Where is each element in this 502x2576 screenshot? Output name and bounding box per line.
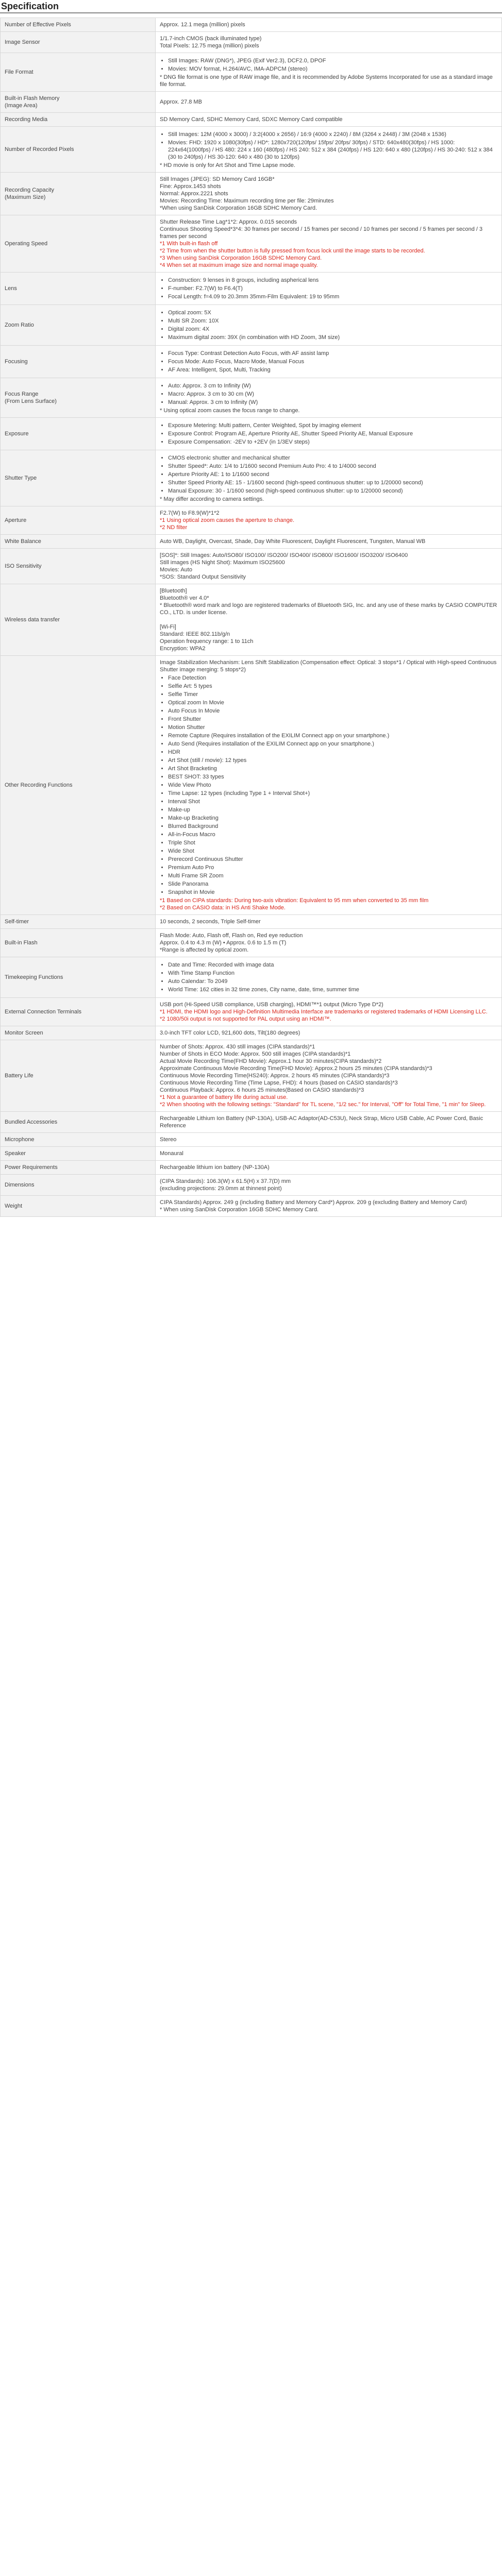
spec-value [156, 18, 502, 32]
spec-row [1, 346, 502, 378]
spec-row [1, 1112, 502, 1133]
spec-label [1, 113, 156, 127]
spec-bullet-item: • Multi SR Zoom: 10X [168, 317, 497, 325]
spec-bullet-item: • Exposure Control: Program AE, Aperture Priority AE, Shutter Speed Priority AE, Manual Exposure [168, 430, 497, 437]
spec-bullet-item: • Auto Calendar: To 2049 [168, 978, 497, 985]
spec-bullet-list [160, 674, 497, 896]
spec-bullet-item: • Prerecord Continuous Shutter [168, 856, 497, 863]
spec-bullet-item: • Focus Mode: Auto Focus, Macro Mode, Manual Focus [168, 358, 497, 365]
spec-value [156, 1147, 502, 1161]
spec-bullet-item: • Motion Shutter [168, 724, 497, 731]
spec-value [156, 656, 502, 915]
spec-footnote: *4 When set at maximum image size and normal image quality. [160, 262, 318, 268]
spec-row [1, 957, 502, 998]
spec-label [1, 929, 156, 957]
spec-bullet-item: • Exposure Metering: Multi pattern, Center Weighted, Spot by imaging element [168, 422, 497, 429]
spec-bullet-item: • HDR [168, 749, 497, 756]
spec-label [1, 915, 156, 929]
spec-row [1, 450, 502, 506]
spec-row [1, 127, 502, 173]
spec-text: * Using optical zoom causes the focus range to change. [160, 408, 300, 414]
spec-text: SD Memory Card, SDHC Memory Card, SDXC Memory Card compatible [160, 116, 343, 123]
spec-row [1, 506, 502, 535]
spec-label [1, 215, 156, 273]
spec-value [156, 378, 502, 418]
spec-text: * When using SanDisk Corporation 16GB SDHC Memory Card. [160, 1207, 319, 1213]
spec-label [1, 127, 156, 173]
spec-text: Approx. 0.4 to 4.3 m (W) • Approx. 0.6 to 1.5 m (T) [160, 940, 287, 946]
spec-label-text: Shutter Type [5, 475, 37, 481]
spec-text: Movies: Auto [160, 567, 192, 573]
spec-text: Encryption: WPA2 [160, 646, 206, 652]
spec-row [1, 273, 502, 305]
spec-text: 3.0-inch TFT color LCD, 921,600 dots, Tilt(180 degrees) [160, 1030, 300, 1036]
spec-label-text: Focusing [5, 359, 28, 365]
spec-value [156, 998, 502, 1026]
spec-bullet-item: • Make-up [168, 806, 497, 814]
spec-value [156, 915, 502, 929]
spec-text: Normal: Approx.2221 shots [160, 191, 228, 197]
spec-bullet-item: • Snapshot in Movie [168, 889, 497, 896]
spec-bullet-item: • Construction: 9 lenses in 8 groups, including aspherical lens [168, 277, 497, 284]
spec-value [156, 549, 502, 584]
spec-bullet-item: • Wide Shot [168, 848, 497, 855]
spec-text: Standard: IEEE 802.11b/g/n [160, 631, 230, 637]
spec-text: 10 seconds, 2 seconds, Triple Self-timer [160, 919, 261, 925]
spec-bullet-item: • World Time: 162 cities in 32 time zones, City name, date, time, summer time [168, 986, 497, 993]
spec-text: *SOS: Standard Output Sensitivity [160, 574, 246, 580]
spec-footnote: *2 1080/50i output is not supported for PAL output using an HDMI™. [160, 1016, 331, 1022]
spec-bullet-item: • Selfie Timer [168, 691, 497, 698]
spec-bullet-item: • Slide Panorama [168, 880, 497, 888]
spec-bullet-item: • Maximum digital zoom: 39X (in combination with HD Zoom, 3M size) [168, 334, 497, 341]
spec-text: Approximate Continuous Movie Recording Time(FHD Movie): Approx.2 hours 25 minutes (CIPA standards)*3 [160, 1065, 432, 1072]
spec-label [1, 305, 156, 346]
spec-text: Still images (HS Night Shot): Maximum ISO25600 [160, 560, 285, 566]
spec-label-text: ISO Sensitivity [5, 563, 42, 569]
spec-label [1, 506, 156, 535]
spec-label-text: Built-in Flash [5, 940, 38, 946]
spec-label-text: (From Lens Surface) [5, 398, 57, 404]
spec-text: [Bluetooth] [160, 588, 187, 594]
spec-bullet-item: • Shutter Speed Priority AE: 15 - 1/1600 second (high-speed continuous shutter: up to 1/20000 second) [168, 479, 497, 486]
spec-label-text: Speaker [5, 1150, 26, 1157]
spec-bullet-list [160, 309, 497, 341]
spec-value [156, 535, 502, 549]
spec-bullet-item: • With Time Stamp Function [168, 970, 497, 977]
spec-row [1, 173, 502, 215]
spec-footnote: *1 Using optical zoom causes the aperture to change. [160, 517, 295, 523]
spec-label [1, 273, 156, 305]
spec-value [156, 127, 502, 173]
spec-bullet-item: • Aperture Priority AE: 1 to 1/1600 second [168, 471, 497, 478]
spec-label-text: Built-in Flash Memory [5, 95, 60, 101]
spec-label [1, 1133, 156, 1147]
spec-text: [Wi-Fi] [160, 624, 176, 630]
spec-text: Number of Shots: Approx. 430 still images (CIPA standards)*1 [160, 1044, 315, 1050]
spec-row [1, 1133, 502, 1147]
spec-bullet-item: • Art Shot (still / movie): 12 types [168, 757, 497, 764]
spec-bullet-item: • Make-up Bracketing [168, 815, 497, 822]
spec-label-text: Weight [5, 1203, 23, 1209]
spec-bullet-item: • Optical zoom In Movie [168, 699, 497, 706]
spec-label [1, 656, 156, 915]
spec-text: Continuous Movie Recording Time(HS240): Approx. 2 hours 45 minutes (CIPA standards)*3 [160, 1073, 390, 1079]
spec-label-text: Wireless data transfer [5, 617, 60, 623]
spec-label [1, 1112, 156, 1133]
spec-bullet-item: • Macro: Approx. 3 cm to 30 cm (W) [168, 391, 497, 398]
spec-value [156, 1026, 502, 1040]
spec-value [156, 1196, 502, 1217]
spec-text: *When using SanDisk Corporation 16GB SDHC Memory Card. [160, 205, 317, 211]
spec-footnote: *1 Based on CIPA standards: During two-axis vibration: Equivalent to 95 mm when converted to 35 mm film [160, 897, 429, 904]
spec-text: Monaural [160, 1150, 183, 1157]
spec-text: Continuous Shooting Speed*3*4: 30 frames per second / 15 frames per second / 10 frames per second / 5 frames per second / 3 frames per second [160, 226, 483, 240]
spec-label [1, 535, 156, 549]
spec-bullet-item: • Face Detection [168, 674, 497, 682]
spec-label-text: Exposure [5, 431, 29, 437]
spec-value [156, 32, 502, 53]
spec-row [1, 113, 502, 127]
spec-bullet-item: • Manual: Approx. 3 cm to Infinity (W) [168, 399, 497, 406]
spec-label-text: Operating Speed [5, 241, 48, 247]
spec-footnote: *2 When shooting with the following settings: "Standard" for TL scene, "1/2 sec." for Interval, "Off" for Total Time, "1 min" for Sleep. [160, 1101, 486, 1108]
spec-value [156, 113, 502, 127]
spec-text: Bluetooth® ver 4.0* [160, 595, 209, 601]
spec-value [156, 346, 502, 378]
spec-row [1, 584, 502, 656]
spec-row [1, 929, 502, 957]
spec-row [1, 305, 502, 346]
spec-label-text: Power Requirements [5, 1164, 58, 1171]
spec-bullet-item: • Front Shutter [168, 716, 497, 723]
spec-label [1, 1161, 156, 1175]
spec-bullet-item: • All-in-Focus Macro [168, 831, 497, 838]
spec-label-text: External Connection Terminals [5, 1009, 81, 1015]
spec-label-text: Self-timer [5, 919, 29, 925]
spec-value [156, 215, 502, 273]
spec-value [156, 418, 502, 450]
spec-value [156, 584, 502, 656]
spec-row [1, 998, 502, 1026]
spec-value [156, 1161, 502, 1175]
spec-text: Rechargeable lithium ion battery (NP-130A) [160, 1164, 270, 1171]
spec-value [156, 305, 502, 346]
spec-value [156, 957, 502, 998]
page-title: Specification [1, 1, 59, 11]
spec-label [1, 584, 156, 656]
spec-label [1, 92, 156, 113]
spec-label-text: Other Recording Functions [5, 782, 73, 788]
spec-bullet-list [160, 350, 497, 374]
spec-label-text: Focus Range [5, 391, 39, 397]
spec-label-text: (Image Area) [5, 103, 38, 109]
spec-bullet-item: • Still Images: 12M (4000 x 3000) / 3:2(4000 x 2656) / 16:9 (4000 x 2240) / 8M (3264 x 2448) / 3M (2048 x 1536) [168, 131, 497, 138]
spec-bullet-item: • Movies: MOV format, H.264/AVC, IMA-ADPCM (stereo) [168, 65, 497, 73]
spec-value [156, 506, 502, 535]
spec-label-text: Recording Capacity [5, 187, 54, 193]
spec-bullet-list [160, 277, 497, 300]
spec-text: Total Pixels: 12.75 mega (million) pixels [160, 43, 259, 49]
spec-bullet-item: • Triple Shot [168, 839, 497, 846]
spec-label-text: Number of Effective Pixels [5, 22, 71, 28]
spec-bullet-item: • Premium Auto Pro [168, 864, 497, 871]
spec-bullet-item: • Art Shot Bracketing [168, 765, 497, 772]
spec-bullet-item: • Manual Exposure: 30 - 1/1600 second (high-speed continuous shutter: up to 1/20000 second) [168, 487, 497, 495]
spec-text: CIPA Standards) Approx. 249 g (including Battery and Memory Card*) Approx. 209 g (excluding Battery and Memory Card) [160, 1199, 467, 1206]
spec-text: Number of Shots in ECO Mode: Approx. 500 still images (CIPA standards)*1 [160, 1051, 351, 1057]
spec-text: Stereo [160, 1137, 177, 1143]
spec-text: [SOS]*: Still Images: Auto/ISO80/ ISO100/ ISO200/ ISO400/ ISO800/ ISO1600/ ISO3200/ ISO6400 [160, 552, 408, 558]
spec-text: Fine: Approx.1453 shots [160, 183, 221, 190]
spec-row [1, 53, 502, 92]
spec-bullet-item: • Wide View Photo [168, 782, 497, 789]
spec-footnote: *2 ND filter [160, 524, 188, 531]
spec-label [1, 1040, 156, 1112]
spec-bullet-item: • Time Lapse: 12 types (including Type 1 + Interval Shot+) [168, 790, 497, 797]
spec-text: Continuous Playback: Approx. 6 hours 25 minutes(Based on CASIO standards)*3 [160, 1087, 364, 1093]
spec-footnote: *1 Not a guarantee of battery life during actual use. [160, 1094, 288, 1100]
spec-text: Rechargeable Lithium Ion Battery (NP-130A), USB-AC Adaptor(AD-C53U), Neck Strap, Micro USB Cable, AC Power Cord, Basic Reference [160, 1115, 483, 1129]
spec-label [1, 18, 156, 32]
spec-footnote: *1 With built-in flash off [160, 241, 218, 247]
spec-text: Movies: Recording Time: Maximum recording time per file: 29minutes [160, 198, 334, 204]
spec-text: Continuous Movie Recording Time (Time Lapse, FHD): 4 hours (based on CASIO standards)*3 [160, 1080, 398, 1086]
spec-label-text: File Format [5, 69, 34, 75]
spec-label-text: Timekeeping Functions [5, 974, 63, 980]
spec-label-text: Recording Media [5, 116, 48, 123]
spec-bullet-item: • Optical zoom: 5X [168, 309, 497, 316]
spec-value [156, 1112, 502, 1133]
spec-label-text: Microphone [5, 1137, 35, 1143]
spec-row [1, 549, 502, 584]
spec-label [1, 1175, 156, 1196]
spec-bullet-item: • Interval Shot [168, 798, 497, 805]
spec-text: (CIPA Standards): 106.3(W) x 61.5(H) x 37.7(D) mm [160, 1178, 291, 1184]
spec-label-text: Monitor Screen [5, 1030, 43, 1036]
spec-row [1, 215, 502, 273]
spec-label [1, 998, 156, 1026]
spec-bullet-list [160, 454, 497, 495]
spec-text: Operation frequency range: 1 to 11ch [160, 638, 254, 645]
spec-row [1, 92, 502, 113]
spec-text [160, 616, 497, 623]
spec-text: Shutter Release Time Lag*1*2: Approx. 0.015 seconds [160, 219, 297, 225]
spec-footnote: *3 When using SanDisk Corporation 16GB SDHC Memory Card. [160, 255, 322, 261]
spec-bullet-list [160, 422, 497, 446]
spec-value [156, 273, 502, 305]
spec-label [1, 1026, 156, 1040]
spec-row [1, 1026, 502, 1040]
spec-text: (excluding projections: 29.0mm at thinnest point) [160, 1185, 282, 1192]
specification-table [0, 18, 502, 1217]
spec-row [1, 535, 502, 549]
spec-label [1, 418, 156, 450]
spec-bullet-list [160, 961, 497, 993]
spec-bullet-item: • Multi Frame SR Zoom [168, 872, 497, 879]
spec-bullet-list [160, 382, 497, 406]
spec-text: 1/1.7-inch CMOS (back illuminated type) [160, 36, 262, 42]
spec-bullet-item: • Focus Type: Contrast Detection Auto Focus, with AF assist lamp [168, 350, 497, 357]
spec-label [1, 450, 156, 506]
spec-bullet-item: • Auto Focus In Movie [168, 707, 497, 715]
spec-bullet-item: • BEST SHOT: 33 types [168, 773, 497, 781]
spec-bullet-item: • Exposure Compensation: -2EV to +2EV (in 1/3EV steps) [168, 438, 497, 446]
spec-bullet-item: • AF Area: Intelligent, Spot, Multi, Tracking [168, 366, 497, 374]
spec-label [1, 549, 156, 584]
spec-bullet-list [160, 131, 497, 161]
spec-bullet-item: • Movies: FHD: 1920 x 1080(30fps) / HD*: 1280x720(120fps/ 15fps/ 20fps/ 30fps) / STD: 640x480(30fps) / HS 1000: 224x64(1000fps) / HS 480: 224 x 160 (480fps) / HS 240: 512 x 384 (240fps) / HS 120: 640 x 480 (120fps) / HS 30-240: 512 x 384 (30 to 240fps) / HS 30-120: 640 x 480 (30 to 120fps) [168, 139, 497, 161]
spec-text: * HD movie is only for Art Shot and Time Lapse mode. [160, 162, 295, 168]
spec-bullet-item: • CMOS electronic shutter and mechanical shutter [168, 454, 497, 462]
spec-text: Flash Mode: Auto, Flash off, Flash on, Red eye reduction [160, 933, 303, 939]
spec-text: * Bluetooth® word mark and logo are registered trademarks of Bluetooth SIG, Inc. and any use of these marks by CASIO COMPUTER CO., LTD. is under license. [160, 602, 497, 616]
spec-row [1, 1196, 502, 1217]
spec-bullet-item: • Remote Capture (Requires installation of the EXILIM Connect app on your smartphone.) [168, 732, 497, 739]
spec-row [1, 1147, 502, 1161]
spec-row [1, 18, 502, 32]
spec-label-text: Battery Life [5, 1073, 34, 1079]
spec-row [1, 378, 502, 418]
spec-text: Still Images (JPEG): SD Memory Card 16GB* [160, 176, 275, 182]
spec-value [156, 1040, 502, 1112]
spec-label [1, 32, 156, 53]
spec-row [1, 32, 502, 53]
spec-text: Image Stabilization Mechanism: Lens Shift Stabilization (Compensation effect: Optical: 3 stops*1 / Optical with High-speed Continuous Shutter image merging: 5 stops*2) [160, 659, 497, 673]
spec-text: Approx. 27.8 MB [160, 99, 202, 105]
spec-row [1, 915, 502, 929]
spec-label-text: Bundled Accessories [5, 1119, 58, 1125]
spec-bullet-item: • Still Images: RAW (DNG*), JPEG (Exif Ver2.3), DCF2.0, DPOF [168, 57, 497, 64]
spec-bullet-item: • Auto: Approx. 3 cm to Infinity (W) [168, 382, 497, 389]
spec-row [1, 1040, 502, 1112]
spec-text: USB port (Hi-Speed USB compliance, USB charging), HDMI™*1 output (Micro Type D*2) [160, 1002, 383, 1008]
spec-bullet-item: • Selfie Art: 5 types [168, 683, 497, 690]
spec-footnote: *2 Based on CASIO data: in HS Anti Shake Mode. [160, 905, 286, 911]
spec-value [156, 1133, 502, 1147]
spec-bullet-item: • Blurred Background [168, 823, 497, 830]
spec-value [156, 1175, 502, 1196]
spec-label [1, 1196, 156, 1217]
spec-value [156, 92, 502, 113]
spec-label-text: Zoom Ratio [5, 322, 34, 328]
spec-text: *Range is affected by optical zoom. [160, 947, 249, 953]
spec-row [1, 1175, 502, 1196]
spec-text: Approx. 12.1 mega (million) pixels [160, 22, 245, 28]
title-divider [0, 12, 502, 13]
spec-bullet-item: • Shutter Speed*: Auto: 1/4 to 1/1600 second Premium Auto Pro: 4 to 1/4000 second [168, 463, 497, 470]
spec-label [1, 957, 156, 998]
spec-row [1, 418, 502, 450]
spec-text: Auto WB, Daylight, Overcast, Shade, Day White Fluorescent, Daylight Fluorescent, Tungsten, Manual WB [160, 538, 426, 545]
spec-label-text: Image Sensor [5, 39, 40, 45]
spec-bullet-item: • F-number: F2.7(W) to F6.4(T) [168, 285, 497, 292]
spec-label-text: (Maximum Size) [5, 194, 46, 200]
spec-footnote: *1 HDMI, the HDMI logo and High-Definition Multimedia Interface are trademarks or registered trademarks of HDMI Licensing LLC. [160, 1009, 488, 1015]
spec-text: Actual Movie Recording Time(FHD Movie): Approx.1 hour 30 minutes(CIPA standards)*2 [160, 1058, 382, 1064]
spec-bullet-item: • Date and Time: Recorded with image data [168, 961, 497, 969]
spec-label-text: Dimensions [5, 1182, 35, 1188]
spec-value [156, 173, 502, 215]
spec-bullet-item: • Focal Length: f=4.09 to 20.3mm 35mm-Film Equivalent: 19 to 95mm [168, 293, 497, 300]
spec-bullet-item: • Digital zoom: 4X [168, 326, 497, 333]
spec-label-text: Number of Recorded Pixels [5, 146, 74, 152]
spec-row [1, 1161, 502, 1175]
spec-text: * May differ according to camera settings. [160, 496, 264, 502]
spec-value [156, 929, 502, 957]
spec-label [1, 53, 156, 92]
spec-footnote: *2 Time from when the shutter button is fully pressed from focus lock until the image starts to be recorded. [160, 248, 425, 254]
spec-label-text: White Balance [5, 538, 41, 545]
spec-label-text: Lens [5, 285, 17, 292]
spec-label-text: Aperture [5, 517, 27, 523]
spec-label [1, 173, 156, 215]
spec-text: * DNG file format is one type of RAW image file, and it is recommended by Adobe Systems Incorporated for use as a standard image file format. [160, 74, 493, 88]
spec-label [1, 1147, 156, 1161]
spec-value [156, 450, 502, 506]
spec-bullet-list [160, 57, 497, 73]
spec-label [1, 346, 156, 378]
spec-text: F2.7(W) to F8.9(W)*1*2 [160, 510, 220, 516]
spec-label [1, 378, 156, 418]
spec-value [156, 53, 502, 92]
spec-row [1, 656, 502, 915]
spec-bullet-item: • Auto Send (Requires installation of the EXILIM Connect app on your smartphone.) [168, 740, 497, 748]
